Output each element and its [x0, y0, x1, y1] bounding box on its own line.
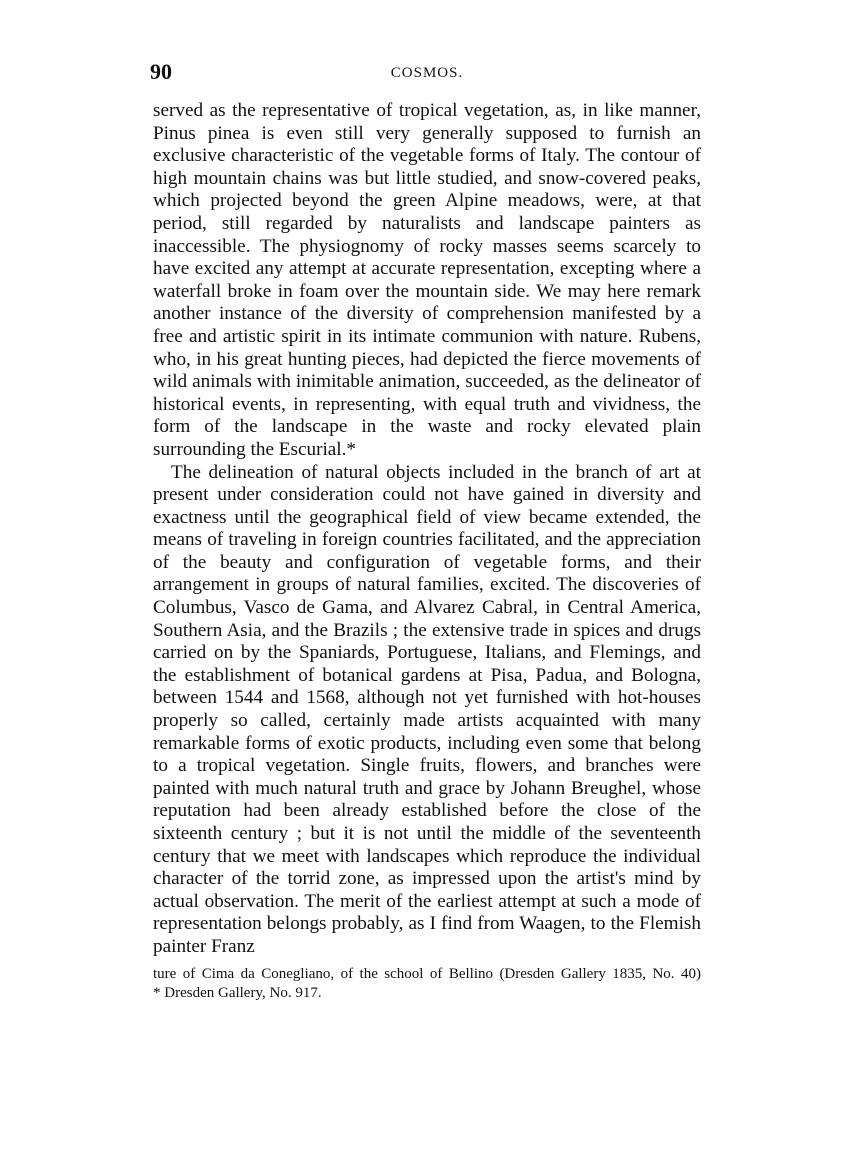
paragraph: The delineation of natural objects included in the branch of art at present under consideration could not have gained in diversity and exactness until the geographical field of view became extended, the means of traveling in foreign countries facilitated, and the appreciation of the beauty and configuration of vegetable forms, and their arrangement in groups of natural families, excited. The discoveries of Columbus, Vasco de Gama, and Alvarez Cabral, in Central America, Southern Asia, and the Brazils ; the extensive trade in spices and drugs carried on by the Spaniards, Portuguese, Italians, and Flemings, and the establishment of botanical gardens at Pisa, Padua, and Bologna, between 1544 and 1568, although not yet furnished with hot-houses properly so called, certainly made artists acquainted with many remarkable forms of exotic products, including even some that belong to a tropical vegetation. Single fruits, flowers, and branches were painted with much natural truth and grace by Johann Breughel, whose reputation had been already established before the close of the sixteenth century ; but it is not until the middle of the seventeenth century that we meet with landscapes which reproduce the individual character of the torrid zone, as impressed upon the artist's mind by actual observation. The merit of the earliest attempt at such a mode of representation belongs probably, as I find from Waagen, to the Flemish painter Franz	[153, 461, 701, 957]
body-text	[153, 100, 701, 959]
footnote: ture of Cima da Conegliano, of the school of Bellino (Dresden Gallery 1835, No. 40) * Dresden Gallery, No. 917.	[153, 965, 795, 1001]
page-number: 90	[150, 59, 172, 84]
running-title: COSMOS.	[390, 65, 464, 81]
paragraph: served as the representative of tropical vegetation, as, in like manner, Pinus pinea is even still very generally supposed to furnish an exclusive characteristic of the vegetable forms of Italy. The contour of high mountain chains was but little studied, and snow-covered peaks, which projected beyond the green Alpine meadows, were, at that period, still regarded by naturalists and landscape painters as inaccessible. The physiognomy of rocky masses seems scarcely to have excited any attempt at accurate representation, excepting where a waterfall broke in foam over the mountain side. We may here remark another instance of the diversity of comprehension manifested by a free and artistic spirit in its intimate communion with nature. Rubens, who, in his great hunting pieces, had depicted the fierce movements of wild animals with inimitable animation, succeeded, as the delineator of historical events, in representing, with equal truth and vividness, the form of the landscape in the waste and rocky elevated plain surrounding the Escurial.*	[153, 100, 701, 460]
footnotes	[153, 965, 795, 1003]
book-page	[150, 59, 795, 1003]
page-header	[150, 59, 701, 86]
